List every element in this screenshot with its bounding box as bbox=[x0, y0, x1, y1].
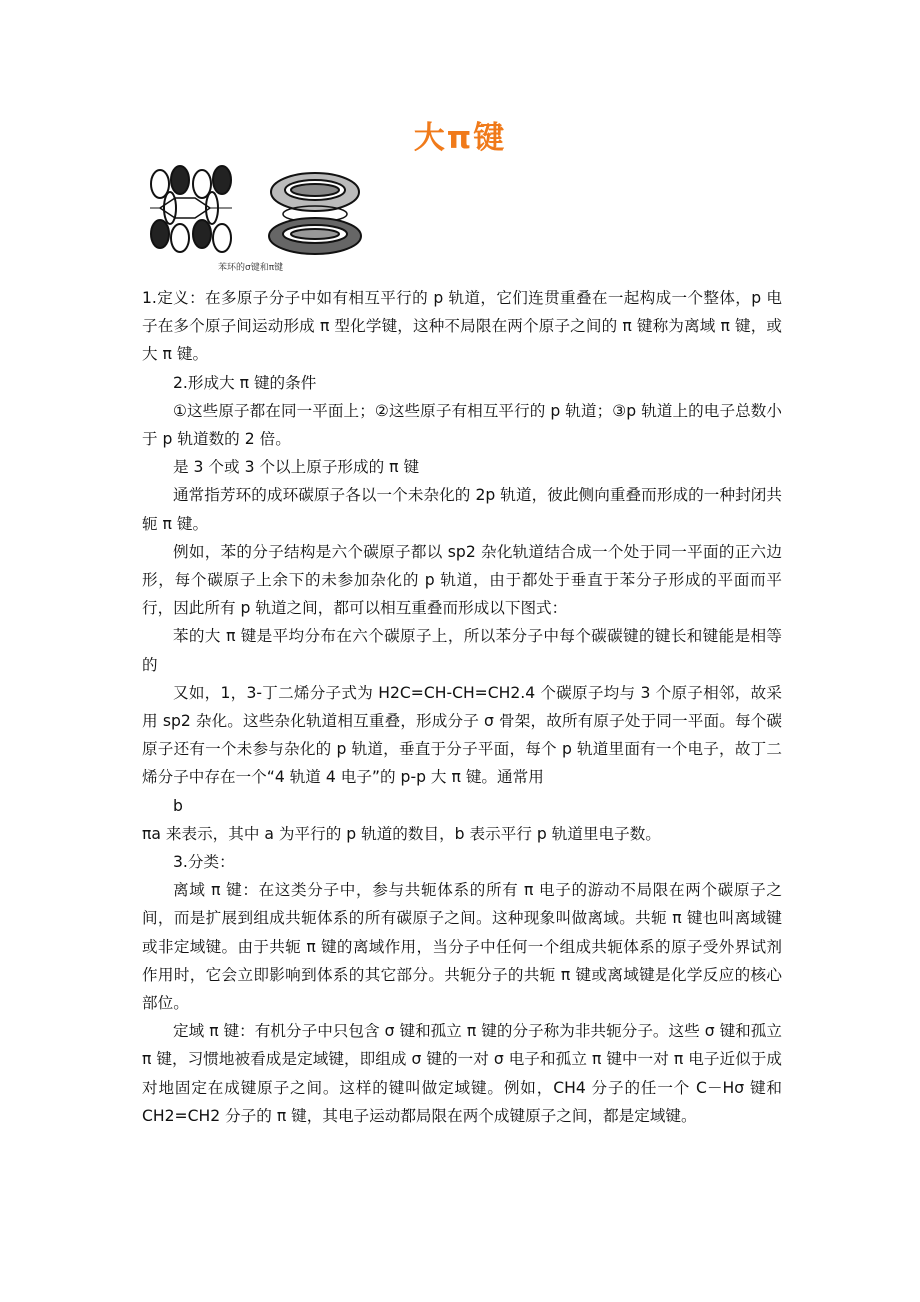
page-title: 大π键 bbox=[413, 120, 507, 156]
pi-ring-torus-icon bbox=[269, 173, 361, 254]
p-orbital-lobes-icon bbox=[150, 166, 232, 252]
paragraph-aromatic: 通常指芳环的成环碳原子各以一个未杂化的 2p 轨道，彼此侧向重叠而形成的一种封闭共轭 π 键。 bbox=[142, 486, 782, 533]
paragraph-benzene-example: 例如，苯的分子结构是六个碳原子都以 sp2 杂化轨道结合成一个处于同一平面的正六边形，每个碳原子上余下的未参加杂化的 p 轨道，由于都处于垂直于苯分子形成的平面而平行，因此所有 p 轨道之间，都可以相互重叠而形成以下图式： bbox=[142, 542, 783, 618]
paragraph-butadiene: 又如，1，3-丁二烯分子式为 H2C=CH-CH=CH2.4 个碳原子均与 3 个原子相邻，故采用 sp2 杂化。这些杂化轨道相互重叠，形成分子 σ 骨架，故所有原子处于同一平面。每个碳原子还有一个未参与杂化的 p 轨道，垂直于分子平面，每个 p 轨道里面有一个电子，故丁二烯分子中存在一个“4 轨道 4 电子”的 p-p 大 π 键。通常用 bbox=[142, 683, 782, 787]
paragraph-delocalized: 离域 π 键：在这类分子中，参与共轭体系的所有 π 电子的游动不局限在两个碳原子之间，而是扩展到组成共轭体系的所有碳原子之间。这种现象叫做离域。共轭 π 键也叫离域键或非定域键。由于共轭 π 键的离域作用，当分子中任何一个组成共轭体系的原子受外界试剂作用时，它会立即影响到体系的其它部分。共轭分子的共轭 π 键或离域键是化学反应的核心部位。 bbox=[142, 881, 782, 1013]
notation-superscript: b bbox=[173, 796, 183, 815]
paragraph-definition: 1.定义：在多原子分子中如有相互平行的 p 轨道，它们连贯重叠在一起构成一个整体，p 电子在多个原子间运动形成 π 型化学键，这种不局限在两个原子之间的 π 键称为离域 π 键，或大 π 键。 bbox=[142, 289, 782, 364]
paragraph-three-atoms: 是 3 个或 3 个以上原子形成的 π 键 bbox=[173, 458, 420, 477]
paragraph-conditions: ①这些原子都在同一平面上；②这些原子有相互平行的 p 轨道；③p 轨道上的电子总数小于 p 轨道数的 2 倍。 bbox=[142, 401, 782, 449]
paragraph-benzene-bond: 苯的大 π 键是平均分布在六个碳原子上，所以苯分子中每个碳碳键的键长和键能是相等的 bbox=[142, 627, 782, 674]
figure-caption: 苯环的σ键和π键 bbox=[218, 263, 284, 273]
paragraph-localized: 定域 π 键：有机分子中只包含 σ 键和孤立 π 键的分子称为非共轭分子。这些 σ 键和孤立 π 键，习惯地被看成是定域键，即组成 σ 键的一对 σ 电子和孤立 π 键中一对 π 电子近似于成对地固定在成键原子之间。这样的键叫做定域键。例如，CH4 分子的任一个 C－Hσ 键和 CH2=CH2 分子的 π 键，其电子运动都局限在两个成键原子之间，都是定域键。 bbox=[142, 1022, 782, 1125]
heading-classification: 3.分类： bbox=[173, 853, 235, 872]
benzene-orbital-figure bbox=[140, 162, 388, 276]
heading-conditions: 2.形成大 π 键的条件 bbox=[173, 373, 317, 392]
paragraph-notation: πa 来表示，其中 a 为平行的 p 轨道的数目，b 表示平行 p 轨道里电子数。 bbox=[142, 824, 661, 843]
document-body bbox=[142, 284, 782, 1130]
